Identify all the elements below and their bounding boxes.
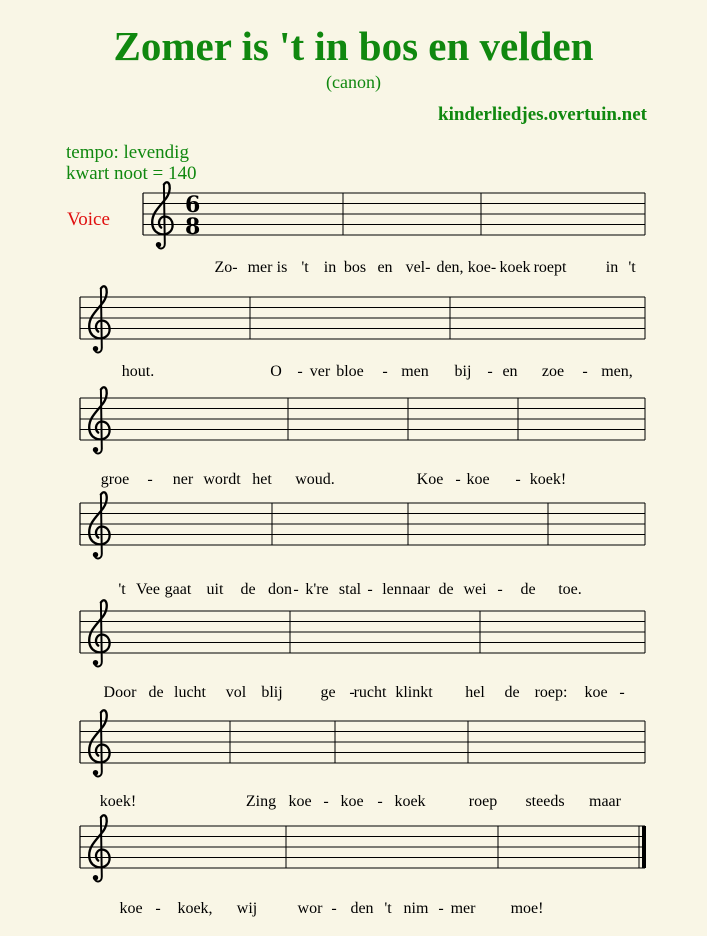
lyric-syllable: roept xyxy=(533,259,567,276)
lyric-syllable: don xyxy=(268,581,292,598)
lyric-syllable: moe! xyxy=(510,900,544,917)
lyric-syllable: men xyxy=(401,363,429,380)
lyric-syllable: ge xyxy=(320,684,336,701)
lyric-syllable: len xyxy=(382,581,402,598)
lyric-syllable: Vee xyxy=(136,581,160,598)
lyric-syllable: mer xyxy=(450,900,476,917)
lyric-syllable: nim xyxy=(403,900,429,917)
lyric-syllable: den, xyxy=(436,259,464,276)
lyric-syllable: 't xyxy=(301,259,309,276)
lyric-syllable: woud. xyxy=(295,471,335,488)
lyric-syllable: wor xyxy=(297,900,323,917)
lyric-syllable: Koe xyxy=(416,471,444,488)
lyric-syllable: k're xyxy=(305,581,329,598)
lyric-syllable: wordt xyxy=(203,471,241,488)
time-signature-top: 6 xyxy=(185,192,201,218)
lyric-syllable: koe xyxy=(119,900,143,917)
lyric-syllable: de xyxy=(438,581,454,598)
treble-clef-icon xyxy=(89,286,109,352)
lyric-syllable: - xyxy=(331,900,337,917)
lyric-syllable: koek! xyxy=(99,793,137,810)
lyric-syllable: O xyxy=(270,363,282,380)
lyric-syllable: 't xyxy=(384,900,392,917)
lyric-syllable: rucht xyxy=(353,684,387,701)
lyric-syllable: - xyxy=(323,793,329,810)
lyric-syllable: de xyxy=(148,684,164,701)
lyric-syllable: mer xyxy=(247,259,273,276)
lyric-syllable: bloe xyxy=(336,363,364,380)
metronome-marking: kwart noot = 140 xyxy=(66,163,197,184)
lyric-syllable: koek! xyxy=(529,471,567,488)
lyric-syllable: klinkt xyxy=(395,684,433,701)
song-title: Zomer is 't in bos en velden xyxy=(113,23,594,69)
lyric-syllable: stal xyxy=(338,581,362,598)
tempo-marking: tempo: levendig xyxy=(66,142,189,163)
lyric-syllable: Door xyxy=(103,684,137,701)
lyric-syllable: bij xyxy=(454,363,472,380)
lyric-syllable: koe xyxy=(584,684,608,701)
song-subtitle: (canon) xyxy=(326,72,381,92)
lyric-syllable: Zing xyxy=(245,793,277,810)
treble-clef-icon xyxy=(89,710,109,776)
lyric-syllable: vel- xyxy=(405,259,431,276)
lyric-syllable: - xyxy=(367,581,373,598)
website-link[interactable]: kinderliedjes.overtuin.net xyxy=(438,104,647,125)
lyric-syllable: zoe xyxy=(541,363,565,380)
lyric-syllable: koek xyxy=(499,259,531,276)
lyric-syllable: groe xyxy=(100,471,130,488)
lyric-syllable: de xyxy=(240,581,256,598)
lyric-syllable: 't xyxy=(628,259,636,276)
lyric-syllable: het xyxy=(252,471,272,488)
lyric-syllable: bos xyxy=(343,259,367,276)
time-signature-bottom: 8 xyxy=(185,214,201,240)
lyric-syllable: koe xyxy=(466,471,490,488)
treble-clef-icon xyxy=(89,600,109,666)
lyric-syllable: Zo- xyxy=(214,259,238,276)
instrument-label: Voice xyxy=(67,209,110,230)
lyric-syllable: uit xyxy=(206,581,224,598)
lyric-syllable: - xyxy=(147,471,153,488)
lyric-syllable: - xyxy=(297,363,303,380)
lyric-syllable: koe- xyxy=(467,259,497,276)
lyric-syllable: hout. xyxy=(121,363,155,380)
lyric-syllable: en xyxy=(377,259,393,276)
lyric-syllable: - xyxy=(497,581,503,598)
lyric-syllable: wij xyxy=(236,900,258,917)
lyric-syllable: ner xyxy=(172,471,194,488)
lyric-syllable: is xyxy=(276,259,288,276)
lyric-syllable: - xyxy=(515,471,521,488)
lyric-syllable: roep xyxy=(468,793,498,810)
treble-clef-icon xyxy=(152,182,172,248)
lyric-syllable: hel xyxy=(465,684,485,701)
lyric-syllable: - xyxy=(582,363,588,380)
lyric-syllable: den xyxy=(350,900,374,917)
lyric-syllable: roep: xyxy=(534,684,568,701)
treble-clef-icon xyxy=(89,492,109,558)
lyric-syllable: koek xyxy=(394,793,426,810)
lyric-syllable: steeds xyxy=(525,793,565,810)
lyric-syllable: gaat xyxy=(164,581,192,598)
lyric-syllable: - xyxy=(377,793,383,810)
lyric-syllable: de xyxy=(504,684,520,701)
lyric-syllable: lucht xyxy=(174,684,206,701)
lyric-syllable: in xyxy=(323,259,337,276)
lyric-syllable: ver xyxy=(309,363,331,380)
lyric-syllable: en xyxy=(502,363,518,380)
lyric-syllable: maar xyxy=(589,793,621,810)
final-thick-barline xyxy=(642,826,646,868)
lyric-syllable: blij xyxy=(261,684,283,701)
treble-clef-icon xyxy=(89,387,109,453)
lyric-syllable: - xyxy=(293,581,299,598)
lyric-syllable: - xyxy=(455,471,461,488)
lyric-syllable: de xyxy=(520,581,536,598)
lyric-syllable: - xyxy=(155,900,161,917)
lyric-syllable: - xyxy=(619,684,625,701)
treble-clef-icon xyxy=(89,815,109,881)
lyric-syllable: - xyxy=(382,363,388,380)
lyric-syllable: men, xyxy=(601,363,633,380)
lyric-syllable: toe. xyxy=(558,581,582,598)
lyric-syllable: - xyxy=(487,363,493,380)
lyric-syllable: - xyxy=(438,900,444,917)
lyric-syllable: naar xyxy=(402,581,430,598)
lyric-syllable: koek, xyxy=(177,900,213,917)
lyric-syllable: koe xyxy=(340,793,364,810)
lyric-syllable: 't xyxy=(118,581,126,598)
lyric-syllable: wei xyxy=(463,581,487,598)
lyric-syllable: vol xyxy=(225,684,247,701)
lyric-syllable: koe xyxy=(288,793,312,810)
lyric-syllable: in xyxy=(605,259,619,276)
lyric-syllable: - xyxy=(349,684,355,701)
